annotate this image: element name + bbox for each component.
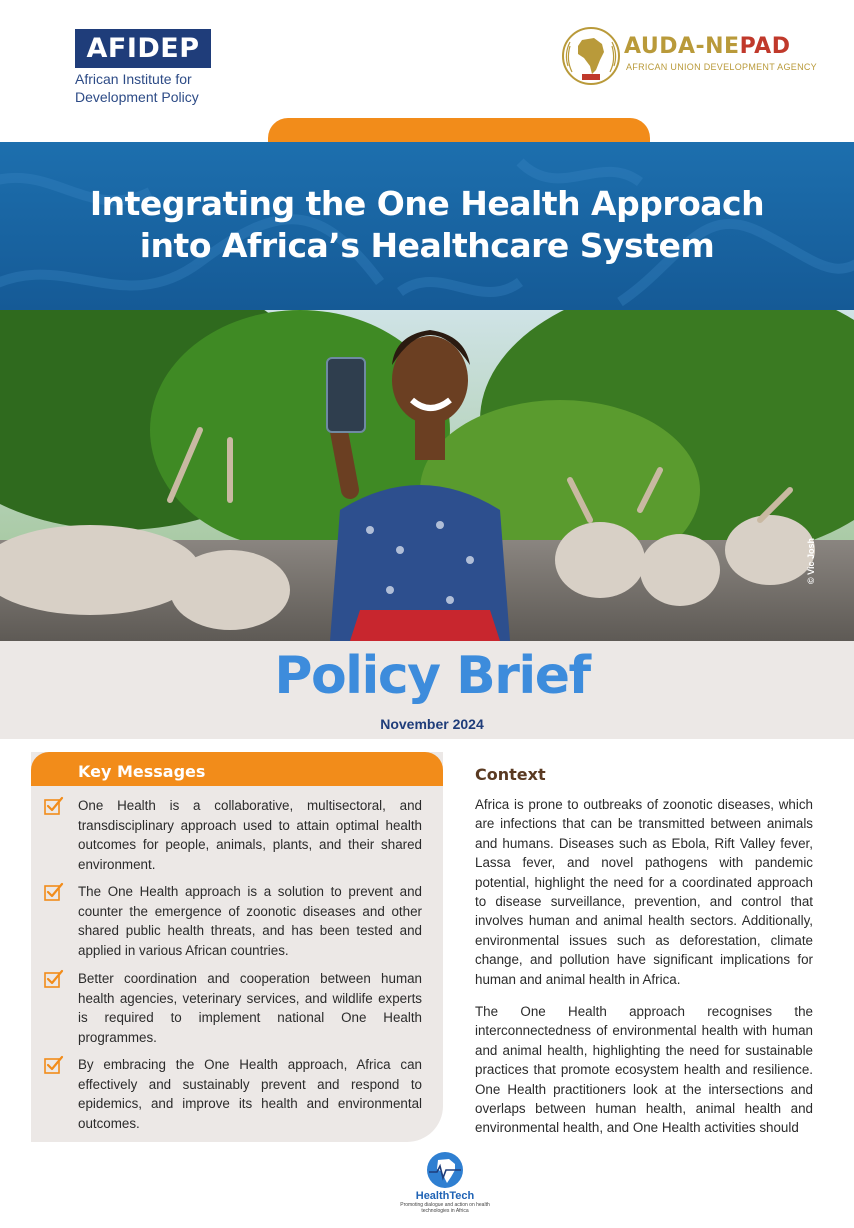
checkbox-tick-icon <box>44 1055 64 1075</box>
key-message-text: Better coordination and cooperation between human health agencies, veterinary services, and wildlife experts is required to implement national One Health programmes. <box>78 971 422 1045</box>
key-message-text: The One Health approach is a solution to prevent and counter the emergence of zoonotic diseases and other shared public health threats, and has been tested and applied in various African countries. <box>78 884 422 958</box>
afidep-wordmark: AFIDEP <box>75 29 211 68</box>
page-title-line2: into Africa’s Healthcare System <box>139 226 715 265</box>
afidep-name-line1: African Institute for <box>75 71 192 87</box>
key-message-text: One Health is a collaborative, multisectoral, and transdisciplinary approach used to attain optimal health outcomes for people, animals, plants, and their shared environment. <box>78 798 422 872</box>
healthtech-name: HealthTech <box>415 1190 475 1202</box>
page-title-line1: Integrating the One Health Approach <box>89 184 765 223</box>
cover-photo-illustration <box>0 310 854 641</box>
context-paragraph: The One Health approach recognises the interconnectedness of environmental health with human and animal health, highlighting the need for sustainable practices that promote ecosystem health and resilience. One Health practitioners look at the intersections and overlaps between human health, animal health and environmental health, and One Health activities should <box>475 1004 813 1136</box>
africa-heartbeat-icon <box>425 1150 465 1190</box>
africa-emblem-icon <box>560 26 622 86</box>
healthtech-tagline: Promoting dialogue and action on health technologies in Africa <box>400 1202 490 1214</box>
context-heading: Context <box>475 765 546 784</box>
cover-photo <box>0 310 854 641</box>
auda-nepad-wordmark: AUDA-NEPAD <box>624 34 791 59</box>
key-message-item <box>44 969 422 1047</box>
key-message-item <box>44 796 422 874</box>
checkbox-tick-icon <box>44 882 64 902</box>
afidep-logo <box>75 29 211 106</box>
policy-brief-title: Policy Brief <box>274 646 590 706</box>
checkbox-tick-icon <box>44 969 64 989</box>
page-title <box>0 183 854 267</box>
key-message-item <box>44 1055 422 1133</box>
key-message-text: By embracing the One Health approach, Africa can effectively and sustainably prevent and respond to epidemics, and improve its health and environmental outcomes. <box>78 1057 422 1131</box>
key-messages-title: Key Messages <box>78 762 206 781</box>
healthtech-logo <box>400 1150 490 1220</box>
auda-nepad-subtitle: AFRICAN UNION DEVELOPMENT AGENCY <box>626 62 817 72</box>
context-paragraph: Africa is prone to outbreaks of zoonotic diseases, which are infections that can be transmitted between animals and humans. Diseases such as Ebola, Rift Valley fever, Lassa fever, and novel pathogens with pandemic potential, highlight the need for a coordinated approach to disease surveillance, prevention, and control that involves human and animal health sectors. Additionally, environmental issues such as deforestation, climate change, and pollution have significant implications for human and animal health in Africa. <box>475 797 813 987</box>
afidep-name-line2: Development Policy <box>75 89 199 105</box>
auda-nepad-logo <box>560 26 820 86</box>
publication-date: November 2024 <box>380 716 484 732</box>
key-message-item <box>44 882 422 960</box>
checkbox-tick-icon <box>44 796 64 816</box>
photo-credit: © Vic Josh <box>806 538 816 584</box>
